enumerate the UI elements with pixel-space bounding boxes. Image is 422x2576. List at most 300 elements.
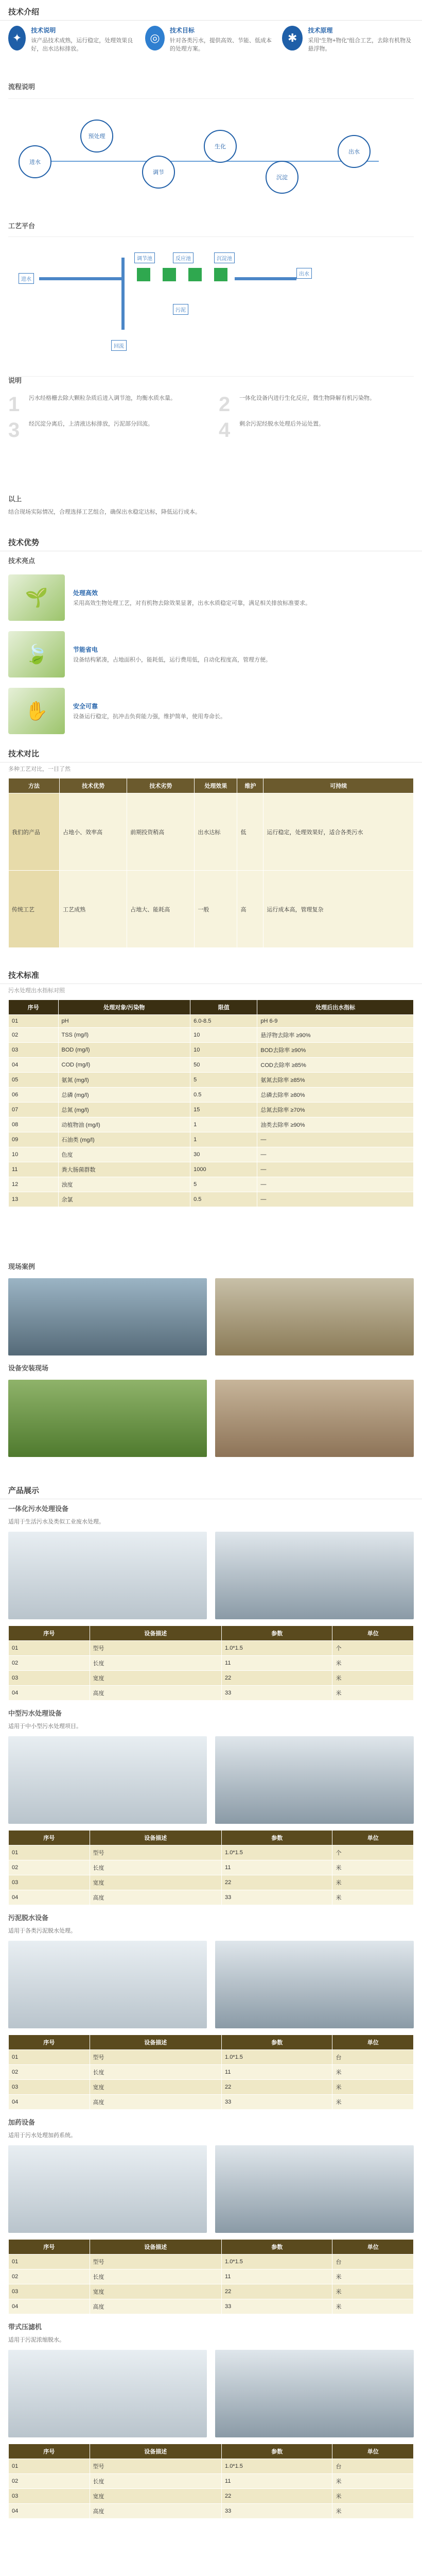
- compare-header: 可持续: [263, 778, 414, 793]
- spec-cell: 米: [332, 2299, 414, 2314]
- standards-cell: 0.5: [190, 1088, 257, 1103]
- compare-header: 方法: [9, 778, 60, 793]
- spec-cell: 米: [332, 2504, 414, 2519]
- spec-cell: 11: [222, 1860, 332, 1875]
- spec-cell: 长度: [90, 1860, 222, 1875]
- intro-card-title: 技术说明: [31, 27, 56, 34]
- standards-cell: —: [257, 1132, 414, 1147]
- intro-title: 技术介绍: [0, 0, 422, 21]
- plant-icon: 🌱: [8, 574, 65, 621]
- advantages-title: 技术优势: [0, 531, 422, 551]
- spec-header: 单位: [332, 2444, 414, 2459]
- spec-cell: 型号: [90, 2255, 222, 2269]
- spec-cell: 22: [222, 2489, 332, 2504]
- standards-cell: 10: [190, 1043, 257, 1058]
- site-photo: [8, 1278, 207, 1355]
- spec-cell: 03: [9, 2284, 90, 2299]
- spec-cell: 02: [9, 1860, 90, 1875]
- spec-cell: 22: [222, 1875, 332, 1890]
- product-name: 一体化污水处理设备: [8, 1505, 69, 1513]
- bulb-icon: ✱: [282, 26, 303, 50]
- product-name: 污泥脱水设备: [8, 1914, 49, 1922]
- spec-cell: 型号: [90, 1845, 222, 1860]
- table-row: [9, 1162, 414, 1177]
- spec-cell: 01: [9, 2459, 90, 2474]
- standards-cell: 5: [190, 1073, 257, 1088]
- standards-cell: —: [257, 1177, 414, 1192]
- standards-cell: BOD (mg/l): [58, 1043, 190, 1058]
- product-photos: [0, 1733, 422, 1827]
- standards-cell: 浊度: [58, 1177, 190, 1192]
- standards-cell: TSS (mg/l): [58, 1028, 190, 1043]
- intro-card-desc: 采用“生物+物化”组合工艺，去除有机物及悬浮物。: [308, 38, 412, 52]
- gallery-title: 设备安装现场: [8, 1364, 49, 1372]
- spec-header: 设备描述: [90, 1626, 222, 1641]
- standards-cell: 10: [190, 1028, 257, 1043]
- spec-header: 单位: [332, 1831, 414, 1845]
- spec-header: 序号: [9, 2444, 90, 2459]
- product-name: 中型污水处理设备: [8, 1709, 62, 1717]
- product-spec-table: [8, 1625, 414, 1701]
- products-title: 产品展示: [0, 1479, 422, 1499]
- compare-cell: 工艺成熟: [60, 871, 127, 948]
- standards-cell: 05: [9, 1073, 59, 1088]
- product-photos: [0, 2347, 422, 2441]
- advantage-title: 安全可靠: [73, 702, 98, 710]
- gallery-title: 现场案例: [8, 1263, 36, 1270]
- table-row: [9, 1103, 414, 1117]
- advantage-title: 节能省电: [73, 646, 98, 653]
- step-number: 3: [8, 419, 20, 442]
- step-number: 4: [219, 419, 231, 442]
- compare-cell: 出水达标: [195, 793, 237, 871]
- product-photo: [215, 1941, 414, 2028]
- gallery-row: [0, 1275, 422, 1359]
- spec-cell: 宽度: [90, 1875, 222, 1890]
- gallery-section: [0, 1257, 422, 1479]
- steps-section: [0, 371, 422, 489]
- standards-cell: 6.0-8.5: [190, 1015, 257, 1028]
- compare-header: 处理效果: [195, 778, 237, 793]
- standards-cell: 总磷 (mg/l): [58, 1088, 190, 1103]
- spec-cell: 03: [9, 2080, 90, 2095]
- standards-cell: COD (mg/l): [58, 1058, 190, 1073]
- advantage-desc: 设备运行稳定，抗冲击负荷能力强，维护简单，使用寿命长。: [73, 713, 226, 720]
- spec-cell: 03: [9, 1875, 90, 1890]
- table-row: [9, 1088, 414, 1103]
- spec-header: 参数: [222, 2240, 332, 2255]
- product-name: 带式压滤机: [8, 2323, 42, 2331]
- standards-cell: 总氮 (mg/l): [58, 1103, 190, 1117]
- spec-cell: 04: [9, 2504, 90, 2519]
- spec-cell: 高度: [90, 1890, 222, 1905]
- table-row: [9, 1117, 414, 1132]
- standards-header: 处理后出水指标: [257, 1000, 414, 1015]
- standards-cell: COD去除率 ≥85%: [257, 1058, 414, 1073]
- product-photo: [215, 2350, 414, 2437]
- summary-section: [0, 489, 422, 531]
- spec-header: 序号: [9, 2240, 90, 2255]
- step-item: [219, 420, 414, 440]
- standards-cell: 氨氮去除率 ≥85%: [257, 1073, 414, 1088]
- advantage-title: 处理高效: [73, 589, 98, 597]
- standards-cell: 12: [9, 1177, 59, 1192]
- spec-cell: 高度: [90, 2299, 222, 2314]
- spec-cell: 型号: [90, 1641, 222, 1656]
- product-photos: [0, 2142, 422, 2236]
- compare-header: 维护: [237, 778, 263, 793]
- steps-title: 说明: [8, 377, 22, 384]
- standards-header: 限值: [190, 1000, 257, 1015]
- intro-card-desc: 该产品技术成熟，运行稳定，处理效果良好，出水达标排放。: [31, 38, 133, 52]
- spec-cell: 1.0*1.5: [222, 2255, 332, 2269]
- intro-card-title: 技术原理: [308, 27, 333, 34]
- spec-cell: 台: [332, 2050, 414, 2065]
- pipe: [121, 258, 125, 330]
- products-section: [0, 1479, 422, 2576]
- spec-cell: 04: [9, 1686, 90, 1701]
- table-row: [9, 1177, 414, 1192]
- product-desc: 适用于中小型污水处理项目。: [8, 1723, 82, 1730]
- flow-node: 预处理: [80, 120, 113, 152]
- spec-header: 单位: [332, 2240, 414, 2255]
- spec-cell: 米: [332, 2080, 414, 2095]
- flow-node: 生化: [204, 130, 237, 163]
- standards-cell: 03: [9, 1043, 59, 1058]
- spec-cell: 米: [332, 2489, 414, 2504]
- spec-cell: 04: [9, 1890, 90, 1905]
- spec-header: 设备描述: [90, 1831, 222, 1845]
- spec-header: 单位: [332, 2035, 414, 2050]
- spec-cell: 宽度: [90, 2489, 222, 2504]
- advantage-item: [0, 683, 422, 739]
- compare-cell: 低: [237, 793, 263, 871]
- spec-header: 设备描述: [90, 2035, 222, 2050]
- spec-cell: 米: [332, 2065, 414, 2080]
- spec-cell: 01: [9, 2255, 90, 2269]
- spec-cell: 22: [222, 2284, 332, 2299]
- compare-note: 多种工艺对比，一目了然: [8, 766, 71, 772]
- compare-title: 技术对比: [0, 742, 422, 762]
- table-row: [9, 1028, 414, 1043]
- compare-row-name: 传统工艺: [9, 871, 60, 948]
- standards-cell: 15: [190, 1103, 257, 1117]
- standards-cell: —: [257, 1192, 414, 1207]
- table-row: [9, 1058, 414, 1073]
- advantage-item: [0, 569, 422, 626]
- spec-cell: 米: [332, 2474, 414, 2489]
- standards-cell: 01: [9, 1015, 59, 1028]
- leaf-icon: 🍃: [8, 631, 65, 677]
- table-row: [9, 1073, 414, 1088]
- spec-cell: 33: [222, 2095, 332, 2110]
- flow-node: 出水: [338, 135, 371, 168]
- flow-line: [39, 161, 379, 162]
- tank: [137, 268, 150, 281]
- spec-cell: 33: [222, 1686, 332, 1701]
- intro-card-3: [282, 26, 414, 53]
- table-row: [9, 1147, 414, 1162]
- tank: [163, 268, 176, 281]
- compare-cell: 占地大、能耗高: [127, 871, 195, 948]
- standards-header: 序号: [9, 1000, 59, 1015]
- spec-cell: 宽度: [90, 1671, 222, 1686]
- process-label: 出水: [296, 268, 312, 279]
- summary-title: 以上: [8, 495, 22, 503]
- flow-section: [0, 77, 422, 216]
- spec-cell: 1.0*1.5: [222, 1845, 332, 1860]
- standards-cell: pH 6-9: [257, 1015, 414, 1028]
- standards-cell: pH: [58, 1015, 190, 1028]
- spec-cell: 米: [332, 1860, 414, 1875]
- spec-cell: 米: [332, 2095, 414, 2110]
- standards-cell: 余氯: [58, 1192, 190, 1207]
- product-desc: 适用于污水处理加药系统。: [8, 2132, 76, 2139]
- product-photos: [0, 1938, 422, 2031]
- spec-cell: 1.0*1.5: [222, 1641, 332, 1656]
- step-text: 剩余污泥经脱水处理后外运处置。: [239, 421, 324, 427]
- product-spec-table: [8, 2444, 414, 2519]
- spec-cell: 1.0*1.5: [222, 2459, 332, 2474]
- process-label: 进水: [19, 273, 34, 284]
- product-spec-table: [8, 1830, 414, 1905]
- spec-header: 设备描述: [90, 2240, 222, 2255]
- compare-header: 技术优势: [60, 778, 127, 793]
- spec-cell: 02: [9, 2474, 90, 2489]
- spec-cell: 台: [332, 2459, 414, 2474]
- standards-table: [8, 999, 414, 1207]
- compare-cell: 占地小、效率高: [60, 793, 127, 871]
- spec-cell: 02: [9, 2269, 90, 2284]
- product-photos: [0, 1529, 422, 1622]
- process-title: 工艺平台: [8, 222, 36, 230]
- product-photo: [8, 2145, 207, 2233]
- spec-cell: 04: [9, 2095, 90, 2110]
- compare-header: 技术劣势: [127, 778, 195, 793]
- intro-card-2: [145, 26, 277, 53]
- advantage-desc: 设备结构紧凑，占地面积小，能耗低，运行费用低，自动化程度高，管理方便。: [73, 656, 271, 663]
- step-number: 1: [8, 393, 20, 416]
- spec-cell: 米: [332, 1890, 414, 1905]
- intro-cards: [0, 21, 422, 58]
- standards-cell: 悬浮物去除率 ≥90%: [257, 1028, 414, 1043]
- tank: [188, 268, 202, 281]
- intro-card-1: [8, 26, 140, 53]
- target-icon: ◎: [145, 26, 165, 50]
- standards-cell: 色度: [58, 1147, 190, 1162]
- spec-cell: 1.0*1.5: [222, 2050, 332, 2065]
- product-spec-table: [8, 2035, 414, 2110]
- soil-photo: [215, 1380, 414, 1457]
- spec-cell: 台: [332, 2255, 414, 2269]
- spec-cell: 01: [9, 2050, 90, 2065]
- spec-cell: 33: [222, 2504, 332, 2519]
- process-section: [0, 216, 422, 371]
- standards-section: [0, 963, 422, 1257]
- compare-row-name: 我们的产品: [9, 793, 60, 871]
- standards-cell: 1000: [190, 1162, 257, 1177]
- standards-cell: 粪大肠菌群数: [58, 1162, 190, 1177]
- intro-section: [0, 0, 422, 77]
- standards-note: 污水处理出水指标对照: [8, 988, 65, 994]
- table-row: [9, 1015, 414, 1028]
- spec-cell: 11: [222, 1656, 332, 1671]
- field-photo: [8, 1380, 207, 1457]
- standards-cell: 总氮去除率 ≥70%: [257, 1103, 414, 1117]
- spec-cell: 个: [332, 1641, 414, 1656]
- pipe: [39, 277, 121, 280]
- spec-cell: 型号: [90, 2459, 222, 2474]
- gallery-row: [0, 1377, 422, 1460]
- standards-cell: 动植物油 (mg/l): [58, 1117, 190, 1132]
- spec-cell: 宽度: [90, 2080, 222, 2095]
- standards-cell: 1: [190, 1132, 257, 1147]
- standards-cell: 1: [190, 1117, 257, 1132]
- standards-header: 处理对象/污染物: [58, 1000, 190, 1015]
- spec-cell: 03: [9, 1671, 90, 1686]
- standards-title: 技术标准: [0, 963, 422, 984]
- spec-cell: 11: [222, 2474, 332, 2489]
- spec-cell: 高度: [90, 2504, 222, 2519]
- spec-header: 参数: [222, 1831, 332, 1845]
- standards-cell: 油类去除率 ≥90%: [257, 1117, 414, 1132]
- step-text: 一体化设备内进行生化反应，微生物降解有机污染物。: [239, 395, 375, 401]
- standards-cell: 总磷去除率 ≥80%: [257, 1088, 414, 1103]
- spec-header: 设备描述: [90, 2444, 222, 2459]
- spec-cell: 长度: [90, 2474, 222, 2489]
- step-item: [8, 394, 203, 415]
- spec-cell: 11: [222, 2065, 332, 2080]
- standards-cell: —: [257, 1162, 414, 1177]
- spec-cell: 22: [222, 2080, 332, 2095]
- intro-card-title: 技术目标: [169, 27, 195, 34]
- spec-cell: 02: [9, 2065, 90, 2080]
- standards-cell: 0.5: [190, 1192, 257, 1207]
- compare-cell: 一般: [195, 871, 237, 948]
- product-photo: [215, 1736, 414, 1824]
- product-desc: 适用于污泥浓缩脱水。: [8, 2337, 65, 2343]
- spec-header: 参数: [222, 1626, 332, 1641]
- flow-node: 沉淀: [266, 161, 298, 194]
- advantage-desc: 采用高效生物处理工艺，对有机物去除效果显著，出水水质稳定可靠，满足相关排放标准要求。: [73, 600, 311, 606]
- process-label: 沉淀池: [214, 252, 235, 263]
- spec-cell: 型号: [90, 2050, 222, 2065]
- spec-header: 序号: [9, 2035, 90, 2050]
- product-photo: [8, 1736, 207, 1824]
- compare-cell: 运行成本高，管理复杂: [263, 871, 414, 948]
- compare-cell: 前期投资稍高: [127, 793, 195, 871]
- product-photo: [215, 1532, 414, 1619]
- spec-cell: 03: [9, 2489, 90, 2504]
- step-text: 经沉淀分离后，上清液达标排放，污泥部分回流。: [29, 421, 153, 427]
- sample-photo: [215, 1278, 414, 1355]
- steps-grid: [0, 389, 422, 446]
- spec-cell: 米: [332, 1875, 414, 1890]
- spec-header: 参数: [222, 2035, 332, 2050]
- spec-cell: 米: [332, 1686, 414, 1701]
- intro-card-desc: 针对各类污水，提供高效、节能、低成本的处理方案。: [169, 38, 272, 52]
- step-item: [8, 420, 203, 440]
- spec-header: 序号: [9, 1831, 90, 1845]
- standards-cell: 13: [9, 1192, 59, 1207]
- step-text: 污水经格栅去除大颗粒杂质后进入调节池，均衡水质水量。: [29, 395, 176, 401]
- table-row: [9, 1192, 414, 1207]
- product-desc: 适用于各类污泥脱水处理。: [8, 1928, 76, 1934]
- table-row: [9, 1132, 414, 1147]
- spec-cell: 米: [332, 2269, 414, 2284]
- standards-cell: 30: [190, 1147, 257, 1162]
- spec-cell: 米: [332, 2284, 414, 2299]
- spec-cell: 宽度: [90, 2284, 222, 2299]
- spec-cell: 02: [9, 1656, 90, 1671]
- spec-cell: 高度: [90, 2095, 222, 2110]
- standards-cell: —: [257, 1147, 414, 1162]
- standards-cell: 5: [190, 1177, 257, 1192]
- spec-cell: 04: [9, 2299, 90, 2314]
- standards-cell: BOD去除率 ≥90%: [257, 1043, 414, 1058]
- standards-cell: 氨氮 (mg/l): [58, 1073, 190, 1088]
- product-desc: 适用于生活污水及类似工业废水处理。: [8, 1519, 104, 1525]
- advantage-item: [0, 626, 422, 683]
- standards-cell: 石油类 (mg/l): [58, 1132, 190, 1147]
- standards-cell: 02: [9, 1028, 59, 1043]
- flow-node: 进水: [19, 145, 51, 178]
- compare-cell: 高: [237, 871, 263, 948]
- summary-text: 结合现场实际情况，合理选择工艺组合，确保出水稳定达标，降低运行成本。: [8, 509, 201, 515]
- product-photo: [8, 2350, 207, 2437]
- standards-cell: 11: [9, 1162, 59, 1177]
- step-number: 2: [219, 393, 231, 416]
- spec-cell: 米: [332, 1656, 414, 1671]
- flow-node: 调节: [142, 156, 175, 189]
- tank: [214, 268, 227, 281]
- spec-cell: 22: [222, 1671, 332, 1686]
- spec-cell: 长度: [90, 2065, 222, 2080]
- process-label: 调节池: [134, 252, 155, 263]
- hand-icon: ✋: [8, 688, 65, 734]
- product-spec-table: [8, 2239, 414, 2314]
- advantages-subtitle: 技术亮点: [8, 557, 36, 565]
- spec-header: 单位: [332, 1626, 414, 1641]
- pipe: [235, 277, 296, 280]
- spec-cell: 01: [9, 1845, 90, 1860]
- compare-section: [0, 742, 422, 963]
- table-row: [9, 1043, 414, 1058]
- process-label: 污泥: [173, 304, 188, 315]
- standards-cell: 50: [190, 1058, 257, 1073]
- step-item: [219, 394, 414, 415]
- process-diagram: [8, 236, 414, 377]
- flow-diagram: [8, 98, 414, 212]
- spec-cell: 33: [222, 1890, 332, 1905]
- spec-header: 参数: [222, 2444, 332, 2459]
- flow-title: 流程说明: [8, 83, 36, 91]
- spec-header: 序号: [9, 1626, 90, 1641]
- standards-cell: 06: [9, 1088, 59, 1103]
- standards-cell: 08: [9, 1117, 59, 1132]
- product-photo: [8, 1532, 207, 1619]
- product-name: 加药设备: [8, 2119, 36, 2126]
- product-photo: [215, 2145, 414, 2233]
- spec-cell: 11: [222, 2269, 332, 2284]
- process-label: 反应池: [173, 252, 194, 263]
- spec-cell: 33: [222, 2299, 332, 2314]
- standards-cell: 10: [9, 1147, 59, 1162]
- chart-icon: ✦: [8, 26, 26, 50]
- standards-cell: 04: [9, 1058, 59, 1073]
- process-label: 回流: [111, 340, 127, 351]
- standards-cell: 09: [9, 1132, 59, 1147]
